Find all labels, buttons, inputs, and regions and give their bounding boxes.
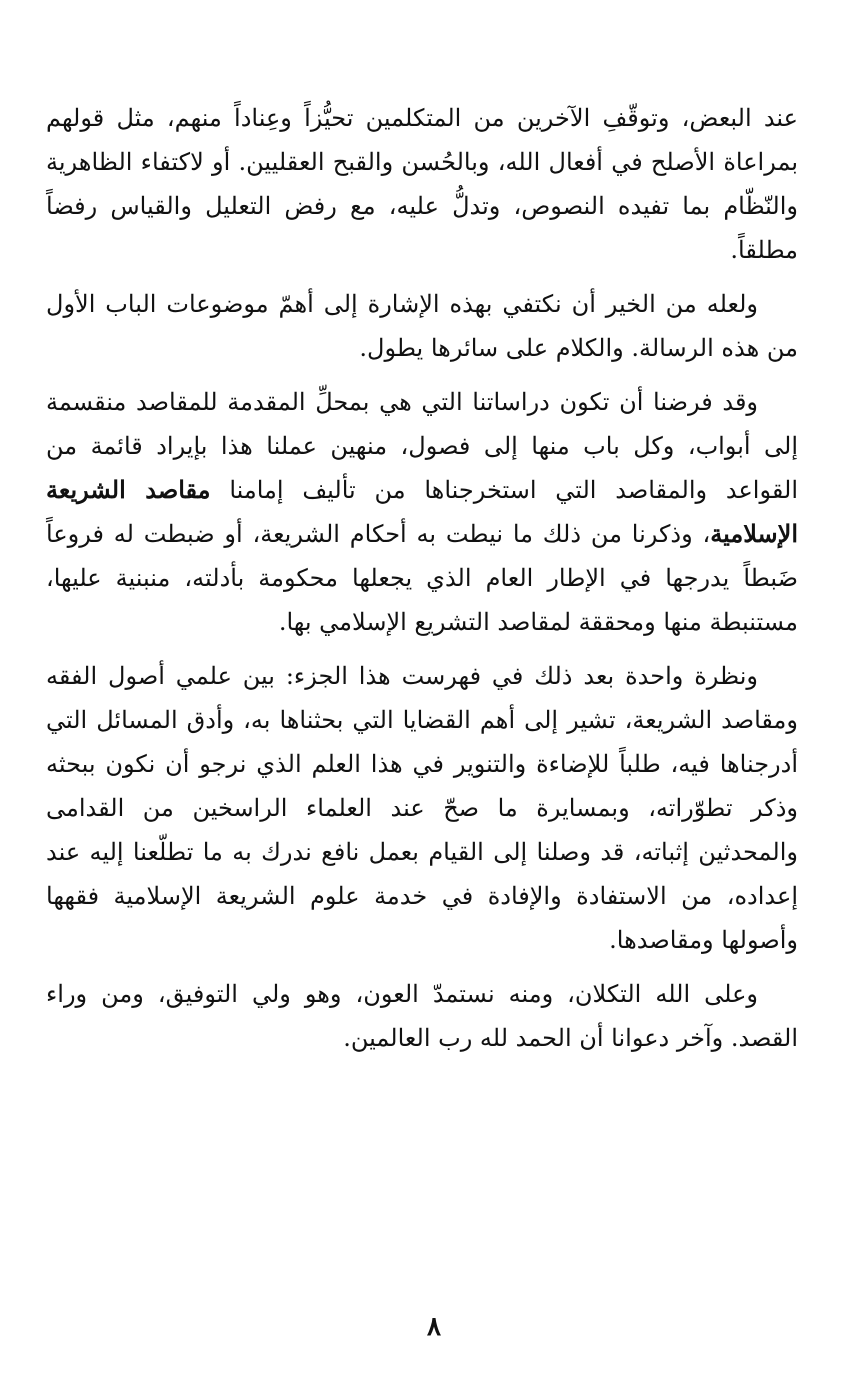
page-number: ٨ [427,1312,441,1342]
paragraph-3-text-end: ، وذكرنا من ذلك ما نيطت به أحكام الشريعة، أو ضبطت له فروعاً ضَبطاً يدرجها في الإطار العام الذي يجعلها محكومة بأدلته، منبنية عليها، مستنبطة منها ومحققة لمقاصد التشريع الإسلامي بها. [46,520,798,636]
paragraph-2: ولعله من الخير أن نكتفي بهذه الإشارة إلى أهمّ موضوعات الباب الأول من هذه الرسالة. والكلام على سائرها يطول. [46,290,798,362]
paragraph-3-text-start: وقد فرضنا أن تكون دراساتنا التي هي بمحلِّ المقدمة للمقاصد منقسمة إلى أبواب، وكل باب منها إلى فصول، منهين عملنا هذا بإيراد قائمة من القواعد والمقاصد التي استخرجناها من تأليف إمامنا [46,388,798,504]
book-title-bold: مقاصد الشريعة الإسلامية [46,475,798,548]
paragraph-1: عند البعض، وتوقّفِ الآخرين من المتكلمين تحيُّزاً وعِناداً منهم، مثل قولهم بمراعاة الأصلح في أفعال الله، وبالحُسن والقبح العقليين. أو لاكتفاء الظاهرية والنّظّام بما تفيده النصوص، وتدلُّ عليه، مع رفض التعليل والقياس رفضاً مطلقاً. [46,104,798,264]
body-text [46,96,798,1060]
paragraph-4: ونظرة واحدة بعد ذلك في فهرست هذا الجزء: بين علمي أصول الفقه ومقاصد الشريعة، تشير إلى أهم القضايا التي بحثناها به، وأدق المسائل التي أدرجناها فيه، طلباً للإضاءة والتنوير في هذا العلم الذي نرجو أن نكون ببحثه وذكر تطوّراته، وبمسايرة ما صحّ عند العلماء الراسخين من القدامى والمحدثين إثباته، قد وصلنا إلى القيام بعمل نافع ندرك به ما تطلّعنا إليه عند إعداده، من الاستفادة والإفادة في خدمة علوم الشريعة الإسلامية فقهها وأصولها ومقاصدها. [46,662,798,954]
paragraph-3 [46,380,798,644]
paragraph-5: وعلى الله التكلان، ومنه نستمدّ العون، وهو ولي التوفيق، ومن وراء القصد. وآخر دعوانا أن الحمد لله رب العالمين. [46,980,798,1052]
